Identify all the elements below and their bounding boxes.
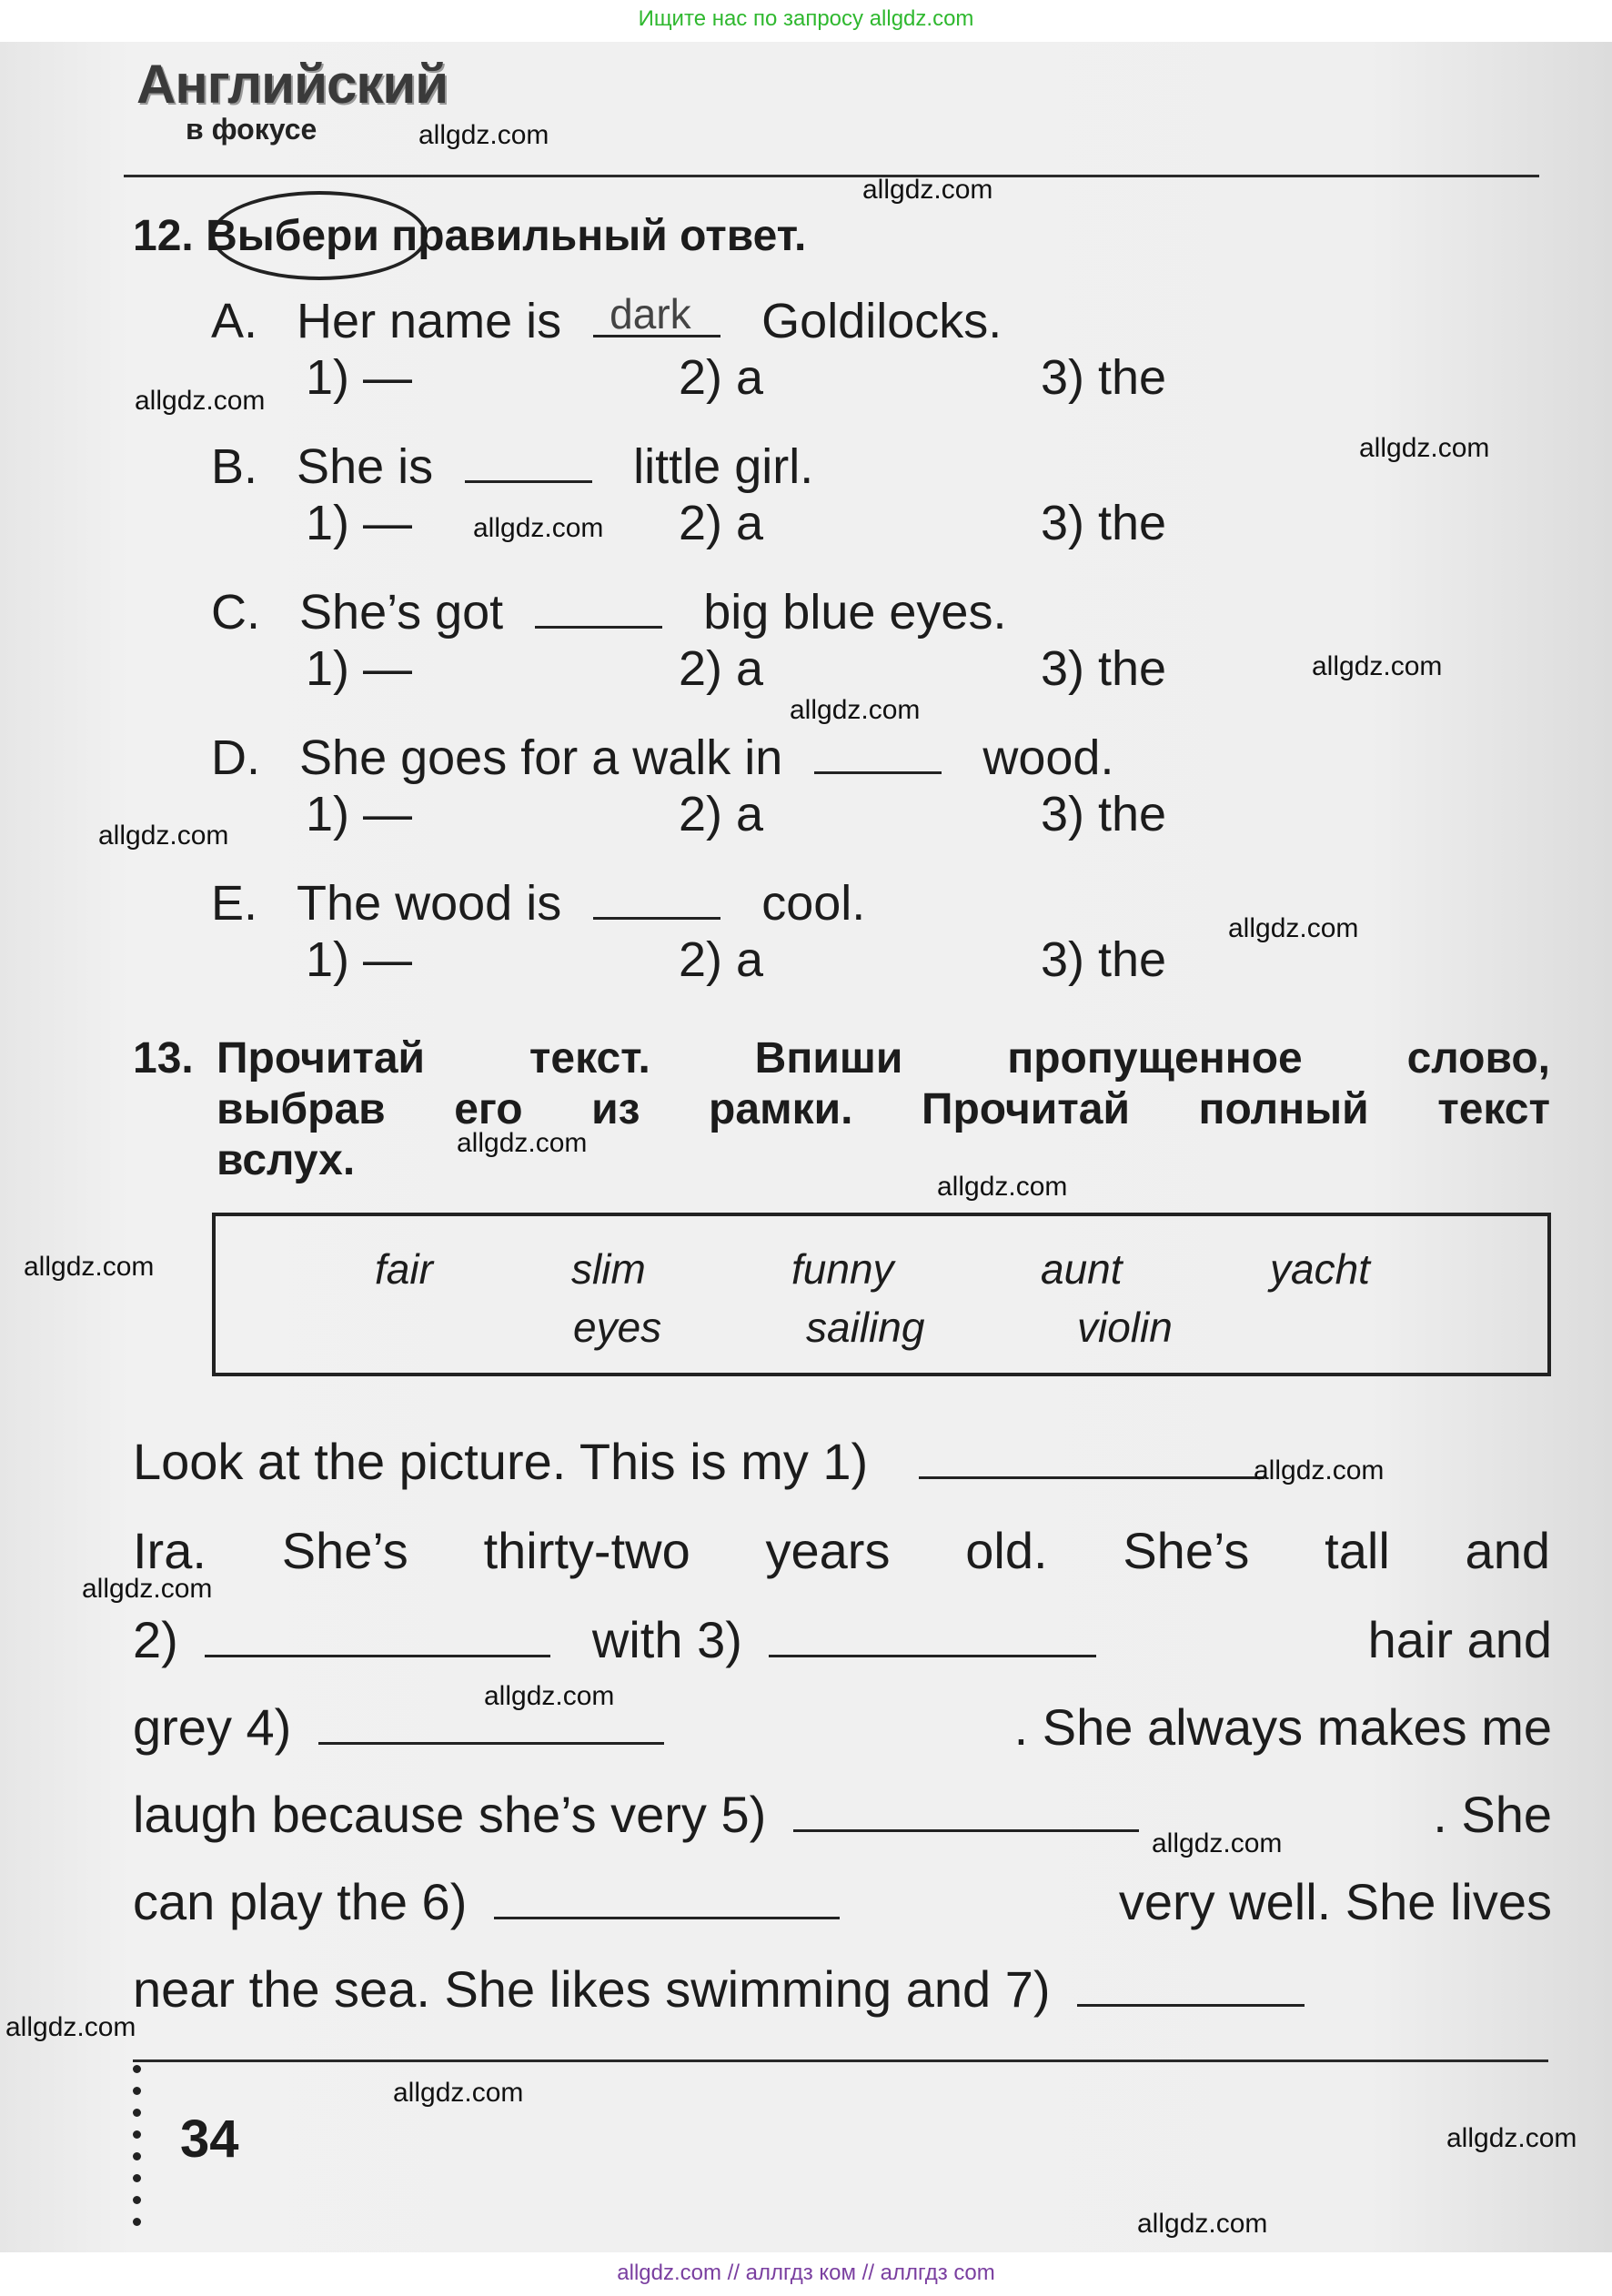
option-1[interactable]: 1) —	[306, 641, 413, 696]
question-text-after: Goldilocks.	[761, 294, 1002, 348]
word-bank-box	[212, 1213, 1551, 1376]
ex13-title-line-2: выбрав его из рамки. Прочитай полный текст	[217, 1085, 1550, 1133]
footer-rule	[133, 2059, 1548, 2062]
question-text-before: Her name is	[297, 294, 562, 348]
gap-5[interactable]	[793, 1789, 1139, 1832]
question-letter: D.	[211, 730, 260, 785]
ex12-heading	[133, 211, 806, 261]
answer-blank[interactable]	[465, 440, 592, 483]
question-text-after: wood.	[982, 730, 1114, 785]
text-segment: very well. She lives	[1118, 1873, 1552, 1930]
watermark: allgdz.com	[790, 695, 921, 725]
word-violin[interactable]: violin	[1077, 1304, 1173, 1351]
gap-2[interactable]	[205, 1615, 550, 1657]
option-3[interactable]: 3) the	[1041, 787, 1167, 841]
bottom-banner[interactable]: allgdz.com // аллгдз ком // аллгдз com	[0, 2252, 1612, 2296]
text-line-2: Ira. She’s thirty-two years old. She’s tall and	[133, 1522, 1550, 1579]
question-letter: B.	[211, 439, 258, 494]
text-segment: . She	[1433, 1786, 1552, 1843]
watermark: allgdz.com	[484, 1681, 615, 1711]
option-1[interactable]: 1) —	[306, 932, 413, 987]
text-segment: can play the 6)	[133, 1873, 468, 1930]
answer-blank[interactable]	[593, 877, 720, 920]
text-segment: . She always makes me	[1013, 1698, 1552, 1756]
watermark: allgdz.com	[135, 386, 266, 416]
watermark: allgdz.com	[393, 2078, 524, 2108]
watermark: allgdz.com	[98, 821, 229, 851]
watermark: allgdz.com	[473, 513, 604, 543]
text-segment: grey 4)	[133, 1698, 292, 1756]
ex12-number: 12.	[133, 212, 194, 260]
text-segment: with 3)	[591, 1611, 742, 1668]
option-1[interactable]: 1) —	[306, 496, 413, 550]
watermark: allgdz.com	[1312, 651, 1443, 681]
text-line-4	[133, 1697, 1552, 1757]
gap-6[interactable]	[494, 1877, 840, 1919]
text-line-7	[133, 1959, 1552, 2019]
word-eyes[interactable]: eyes	[573, 1304, 662, 1351]
text-segment: laugh because she’s very 5)	[133, 1786, 767, 1843]
text-segment: hair and	[1367, 1611, 1552, 1668]
option-2[interactable]: 2) a	[679, 496, 764, 550]
ex12-circled-word: Выбери	[206, 212, 379, 260]
question-b	[211, 438, 813, 495]
watermark: allgdz.com	[1359, 433, 1490, 463]
watermark: allgdz.com	[1152, 1828, 1283, 1858]
text-line-5	[133, 1785, 1552, 1844]
gap-7[interactable]	[1077, 1964, 1305, 2007]
watermark: allgdz.com	[1137, 2209, 1268, 2239]
question-letter: C.	[211, 585, 260, 639]
gap-1[interactable]	[919, 1436, 1264, 1479]
answer-blank[interactable]	[593, 290, 720, 337]
text-segment: near the sea. She likes swimming and 7)	[133, 1960, 1051, 2018]
watermark: allgdz.com	[1254, 1455, 1385, 1485]
option-1[interactable]: 1) —	[306, 350, 413, 405]
question-d	[211, 730, 1113, 786]
answer-blank[interactable]	[814, 731, 942, 774]
watermark: allgdz.com	[1228, 913, 1359, 943]
text-segment: 2)	[133, 1611, 178, 1668]
watermark: allgdz.com	[937, 1172, 1068, 1202]
ex13-number: 13.	[133, 1034, 194, 1083]
option-2[interactable]: 2) a	[679, 787, 764, 841]
word-yacht[interactable]: yacht	[1270, 1245, 1370, 1293]
watermark: allgdz.com	[418, 120, 549, 150]
word-aunt[interactable]: aunt	[1041, 1245, 1123, 1293]
top-banner[interactable]: Ищите нас по запросу allgdz.com	[0, 0, 1612, 42]
word-fair[interactable]: fair	[375, 1245, 433, 1293]
logo-title: Английский	[136, 54, 448, 115]
ex12-title-rest: правильный ответ.	[391, 212, 807, 260]
question-text-after: cool.	[761, 876, 866, 931]
watermark: allgdz.com	[5, 2012, 136, 2042]
option-1[interactable]: 1) —	[306, 787, 413, 841]
question-a	[211, 290, 1002, 349]
word-funny[interactable]: funny	[791, 1245, 894, 1293]
watermark: allgdz.com	[24, 1252, 155, 1282]
watermark: allgdz.com	[1446, 2123, 1577, 2153]
answer-blank[interactable]	[535, 586, 662, 629]
question-e	[211, 875, 865, 931]
watermark: allgdz.com	[862, 175, 993, 205]
text-segment: Look at the picture. This is my 1)	[133, 1433, 869, 1490]
watermark: allgdz.com	[457, 1128, 588, 1158]
option-3[interactable]: 3) the	[1041, 641, 1167, 696]
option-3[interactable]: 3) the	[1041, 932, 1167, 987]
watermark: allgdz.com	[82, 1574, 213, 1604]
word-sailing[interactable]: sailing	[806, 1304, 925, 1351]
question-letter: E.	[211, 876, 258, 931]
option-2[interactable]: 2) a	[679, 350, 764, 405]
text-line-6	[133, 1872, 1552, 1931]
question-text-before: The wood is	[297, 876, 562, 931]
option-3[interactable]: 3) the	[1041, 350, 1167, 405]
option-3[interactable]: 3) the	[1041, 496, 1167, 550]
header-rule	[124, 175, 1539, 177]
logo-subtitle: в фокусе	[186, 113, 317, 146]
question-text-after: big blue eyes.	[703, 585, 1007, 639]
page-number: 34	[180, 2110, 239, 2169]
question-text-before: She’s got	[299, 585, 504, 639]
question-letter: A.	[211, 294, 258, 348]
handwritten-answer: dark	[610, 290, 691, 337]
question-text-before: She is	[297, 439, 434, 494]
question-c	[211, 584, 1006, 640]
footer-dots	[133, 2065, 142, 2240]
option-2[interactable]: 2) a	[679, 641, 764, 696]
question-text-before: She goes for a walk in	[299, 730, 783, 785]
word-slim[interactable]: slim	[571, 1245, 646, 1293]
gap-3[interactable]	[769, 1615, 1096, 1657]
ex13-title-line-1: Прочитай текст. Впиши пропущенное слово,	[217, 1034, 1550, 1083]
ex13-title-line-3: вслух.	[217, 1136, 356, 1184]
question-text-after: little girl.	[633, 439, 814, 494]
option-2[interactable]: 2) a	[679, 932, 764, 987]
text-line-3	[133, 1610, 1552, 1669]
